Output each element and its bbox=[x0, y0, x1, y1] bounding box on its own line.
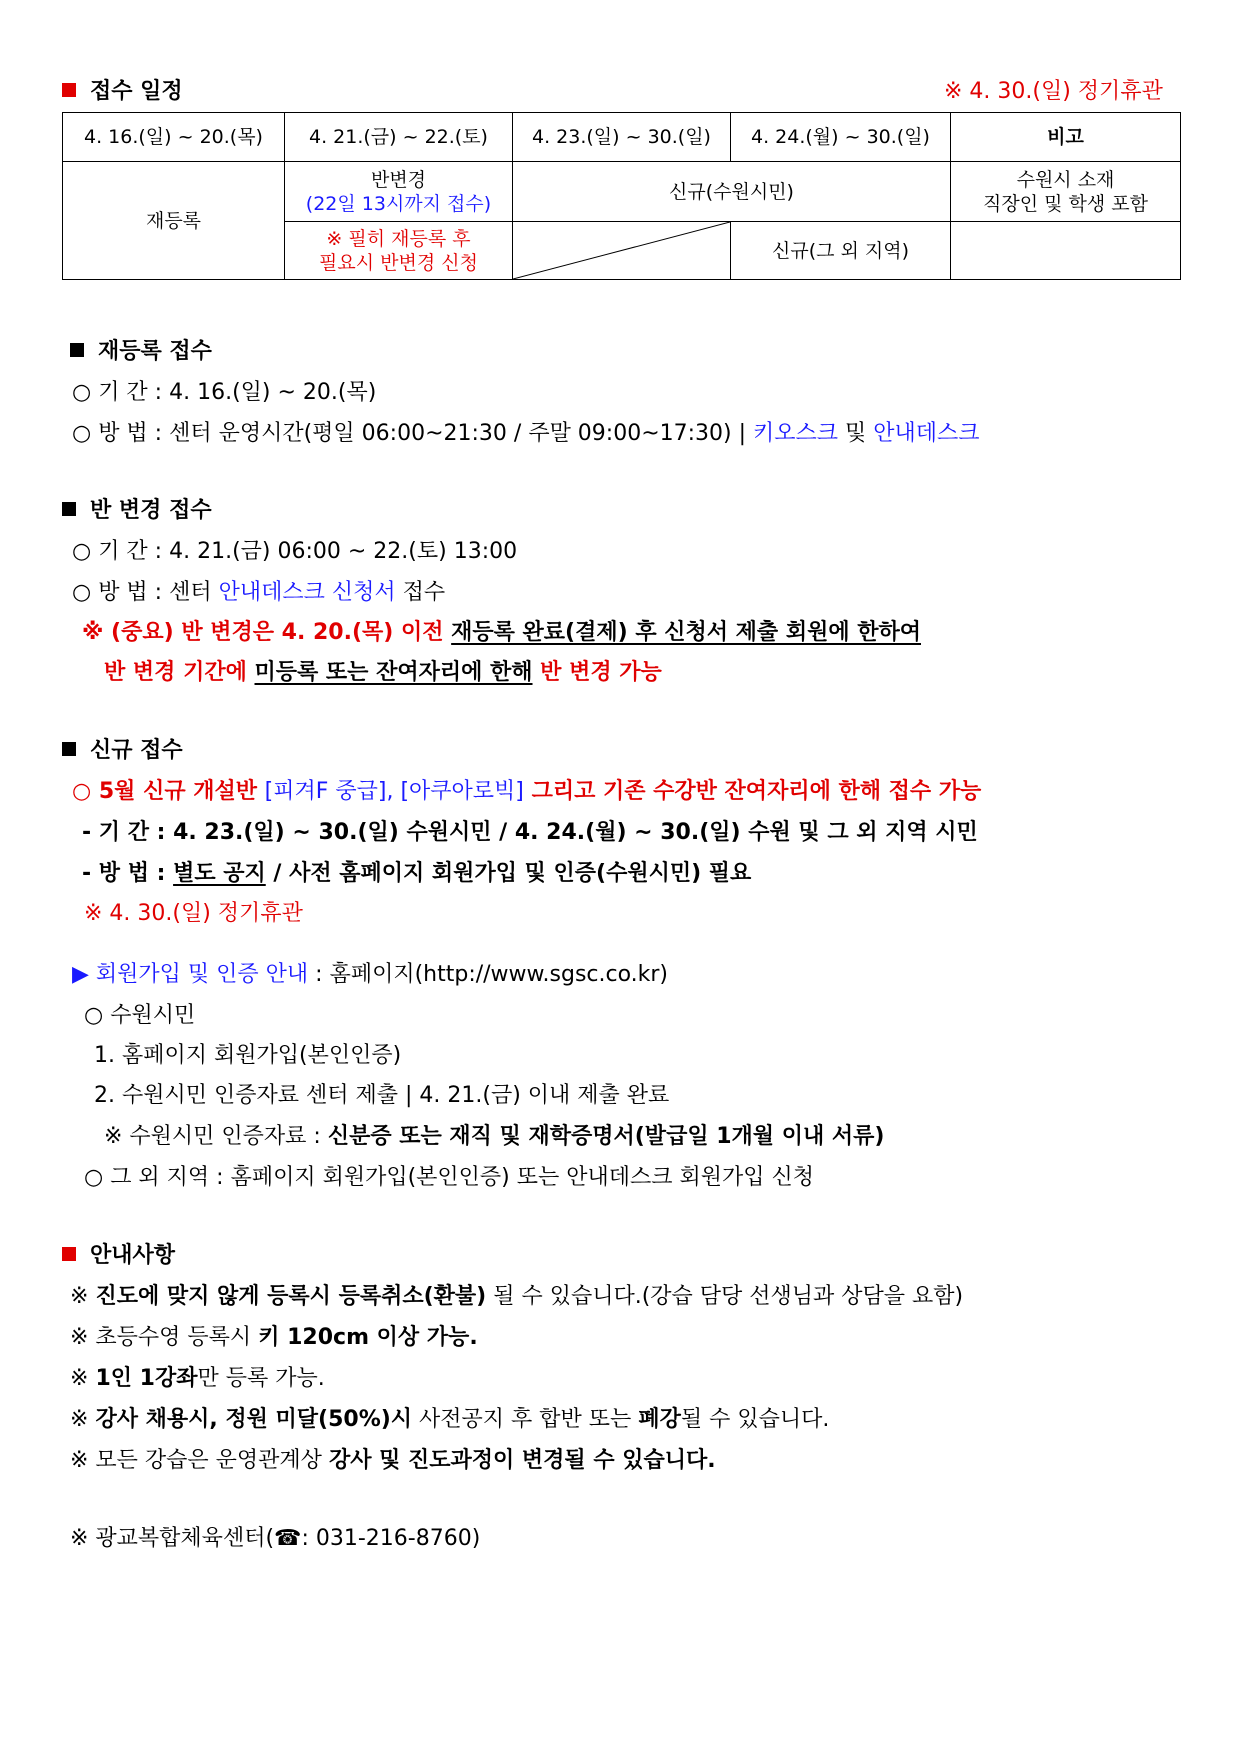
change-cell bbox=[285, 162, 513, 222]
diagonal-line bbox=[513, 222, 730, 279]
table-header-cell: 4. 16.(일) ~ 20.(목) bbox=[63, 113, 285, 162]
new-heading: 신규 접수 bbox=[62, 733, 183, 764]
change-important-note-2: 반 변경 기간에 미등록 또는 잔여자리에 한해 반 변경 가능 bbox=[104, 660, 662, 685]
table-header-cell: 4. 24.(월) ~ 30.(일) bbox=[731, 113, 951, 162]
change-note-cell bbox=[285, 222, 513, 280]
new-period: - 기 간 : 4. 23.(일) ~ 30.(일) 수원시민 / 4. 24.(월) ~ 30.(일) 수원 및 그 외 지역 시민 bbox=[82, 820, 978, 845]
change-method: ○ 방 법 : 센터 안내데스크 신청서 접수 bbox=[72, 580, 446, 605]
notice-item: ※ 진도에 맞지 않게 등록시 등록취소(환불) 될 수 있습니다.(강습 담당 선생님과 상담을 요함) bbox=[70, 1284, 964, 1309]
change-important-note: ※ (중요) 반 변경은 4. 20.(목) 이전 재등록 완료(결제) 후 신청서 제출 회원에 한하여 bbox=[82, 620, 921, 645]
notice-item: ※ 1인 1강좌만 등록 가능. bbox=[70, 1366, 325, 1391]
signup-step-1: 1. 홈페이지 회원가입(본인인증) bbox=[94, 1043, 402, 1068]
rereg-cell: 재등록 bbox=[63, 162, 285, 280]
rereg-heading: 재등록 접수 bbox=[70, 334, 212, 365]
signup-suwon: ○ 수원시민 bbox=[84, 1003, 196, 1028]
notice-item: ※ 강사 채용시, 정원 미달(50%)시 사전공지 후 합반 또는 폐강될 수 있습니다. bbox=[70, 1407, 830, 1432]
change-note-line-1: ※ 필히 재등록 후 bbox=[326, 227, 471, 250]
remark-empty-cell bbox=[951, 222, 1181, 280]
red-square-bullet-icon bbox=[62, 1247, 76, 1261]
black-square-bullet-icon bbox=[62, 742, 76, 756]
table-row bbox=[63, 162, 1181, 222]
arrow-right-icon: ▶ bbox=[72, 962, 89, 987]
change-title: 반변경 bbox=[370, 168, 427, 191]
table-header-cell: 비고 bbox=[951, 113, 1181, 162]
change-deadline: (22일 13시까지 접수) bbox=[305, 192, 492, 215]
schedule-heading: 접수 일정 bbox=[62, 74, 183, 105]
phone-icon: ☎ bbox=[274, 1526, 302, 1551]
rereg-method: ○ 방 법 : 센터 운영시간(평일 06:00~21:30 / 주말 09:00~17:30) | 키오스크 및 안내데스크 bbox=[72, 421, 980, 446]
remark-line-1: 수원시 소재 bbox=[1016, 168, 1115, 191]
new-other-cell: 신규(그 외 지역) bbox=[731, 222, 951, 280]
notice-item: ※ 모든 강습은 운영관계상 강사 및 진도과정이 변경될 수 있습니다. bbox=[70, 1448, 716, 1473]
schedule-table bbox=[62, 112, 1181, 280]
new-intro: ○ 5월 신규 개설반 [피겨F 중급], [아쿠아로빅] 그리고 기존 수강반 잔여자리에 한해 접수 가능 bbox=[72, 779, 982, 804]
signup-other: ○ 그 외 지역 : 홈페이지 회원가입(본인인증) 또는 안내데스크 회원가입 신청 bbox=[84, 1165, 815, 1190]
schedule-closure-note: ※ 4. 30.(일) 정기휴관 bbox=[944, 79, 1163, 104]
new-method: - 방 법 : 별도 공지 / 사전 홈페이지 회원가입 및 인증(수원시민) 필요 bbox=[82, 861, 752, 886]
change-period: ○ 기 간 : 4. 21.(금) 06:00 ~ 22.(토) 13:00 bbox=[72, 539, 518, 564]
signup-title: ▶ 회원가입 및 인증 안내 : 홈페이지(http://www.sgsc.co.kr) bbox=[72, 962, 669, 987]
change-heading: 반 변경 접수 bbox=[62, 493, 212, 524]
notice-heading: 안내사항 bbox=[62, 1238, 175, 1269]
red-square-bullet-icon bbox=[62, 83, 76, 97]
empty-diagonal-cell bbox=[513, 222, 731, 280]
change-note-line-2: 필요시 반변경 신청 bbox=[319, 251, 478, 274]
notice-item: ※ 초등수영 등록시 키 120cm 이상 가능. bbox=[70, 1325, 478, 1350]
remark-line-2: 직장인 및 학생 포함 bbox=[983, 192, 1148, 215]
black-square-bullet-icon bbox=[70, 343, 84, 357]
new-closure-note: ※ 4. 30.(일) 정기휴관 bbox=[84, 901, 303, 926]
new-suwon-cell: 신규(수원시민) bbox=[513, 162, 951, 222]
contact-line: ※ 광교복합체육센터(☎: 031-216-8760) bbox=[70, 1526, 481, 1551]
signup-step-2: 2. 수원시민 인증자료 센터 제출 | 4. 21.(금) 이내 제출 완료 bbox=[94, 1083, 670, 1108]
black-square-bullet-icon bbox=[62, 502, 76, 516]
signup-docs: ※ 수원시민 인증자료 : 신분증 또는 재직 및 재학증명서(발급일 1개월 이내 서류) bbox=[104, 1124, 885, 1149]
table-header-cell: 4. 23.(일) ~ 30.(일) bbox=[513, 113, 731, 162]
table-header-row bbox=[63, 113, 1181, 162]
rereg-period: ○ 기 간 : 4. 16.(일) ~ 20.(목) bbox=[72, 380, 377, 405]
table-header-cell: 4. 21.(금) ~ 22.(토) bbox=[285, 113, 513, 162]
remark-cell bbox=[951, 162, 1181, 222]
